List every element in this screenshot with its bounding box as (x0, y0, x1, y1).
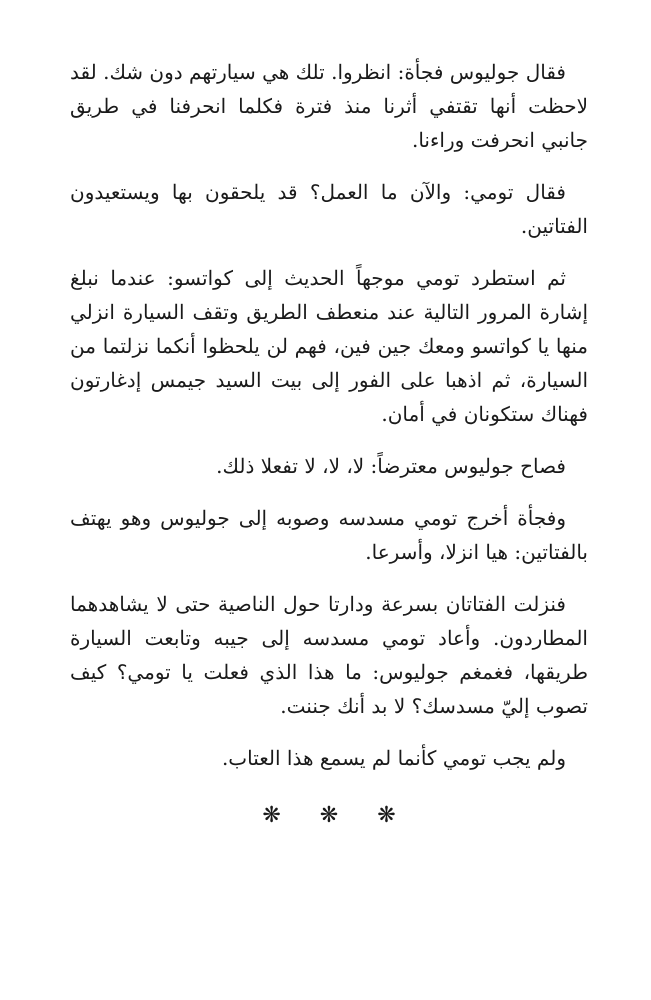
paragraph-4: فصاح جوليوس معترضاً: لا، لا، لا تفعلا ذلك. (216, 454, 566, 478)
paragraph-1: فقال جوليوس فجأة: انظروا. تلك هي سيارتهم دون شك. لقد لاحظت أنها تقتفي أثرنا منذ فترة فكلما انحرفنا في طريق جانبي انحرفت وراءنا. (70, 60, 588, 152)
paragraph-6: فنزلت الفتاتان بسرعة ودارتا حول الناصية حتى لا يشاهدهما المطاردون. وأعاد تومي مسدسه إلى جيبه وتابعت السيارة طريقها، فغمغم جوليوس: ما هذا الذي فعلت يا تومي؟ كيف تصوب إليّ مسدسك؟ لا بد أنك جننت. (70, 592, 588, 718)
paragraph-2: فقال تومي: والآن ما العمل؟ قد يلحقون بها ويستعيدون الفتاتين. (70, 180, 588, 238)
paragraph-7: ولم يجب تومي كأنما لم يسمع هذا العتاب. (221, 746, 566, 770)
body-text (70, 55, 588, 833)
section-separator: ❋ ❋ ❋ (262, 803, 412, 828)
paragraph-3: ثم استطرد تومي موجهاً الحديث إلى كواتسو: عندما نبلغ إشارة المرور التالية عند منعطف الطريق وتقف السيارة انزلي منها يا كواتسو ومعك جين فين، فهم لن يلحظوا أنكما نزلتما من السيارة، ثم اذهبا على الفور إلى بيت السيد جيمس إدغارتون فهناك ستكونان في أمان. (70, 266, 588, 426)
paragraph-5: وفجأة أخرج تومي مسدسه وصوبه إلى جوليوس وهو يهتف بالفتاتين: هيا انزلا، وأسرعا. (70, 506, 588, 564)
